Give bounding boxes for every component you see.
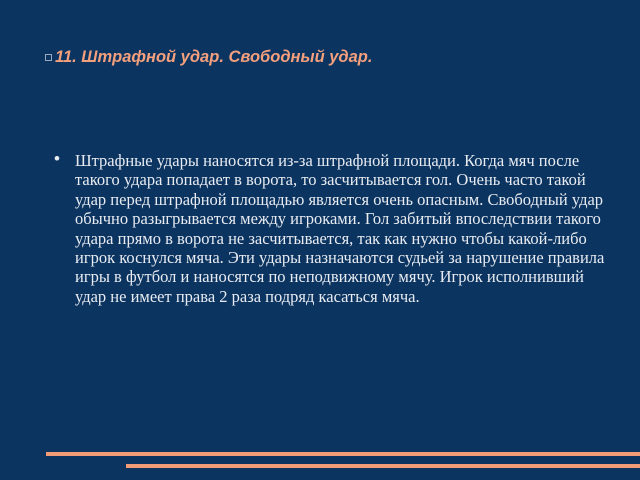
bullet-dot-icon: •	[54, 149, 60, 168]
slide-title: 11. Штрафной удар. Свободный удар.	[55, 48, 373, 66]
title-square-bullet-icon	[45, 54, 52, 61]
accent-stripe-top	[46, 452, 640, 456]
slide-body-text: Штрафные удары наносятся из-за штрафной площади. Когда мяч после такого удара попадает в ворота, то засчитывается гол. Очень часто такой удар перед штрафной площадью является очень опасным. Свободный удар обычно разыгрывается между игроками. Гол забитый впоследствии такого удара прямо в ворота не засчитывается, так как нужно чтобы какой-либо игрок коснулся мяча. Эти удары назначаются судьей за нарушение правила игры в футбол и наносятся по неподвижному мячу. Игрок исполнивший удар не имеет права 2 раза подряд касаться мяча.	[75, 151, 605, 306]
accent-stripe-bottom	[126, 464, 640, 468]
